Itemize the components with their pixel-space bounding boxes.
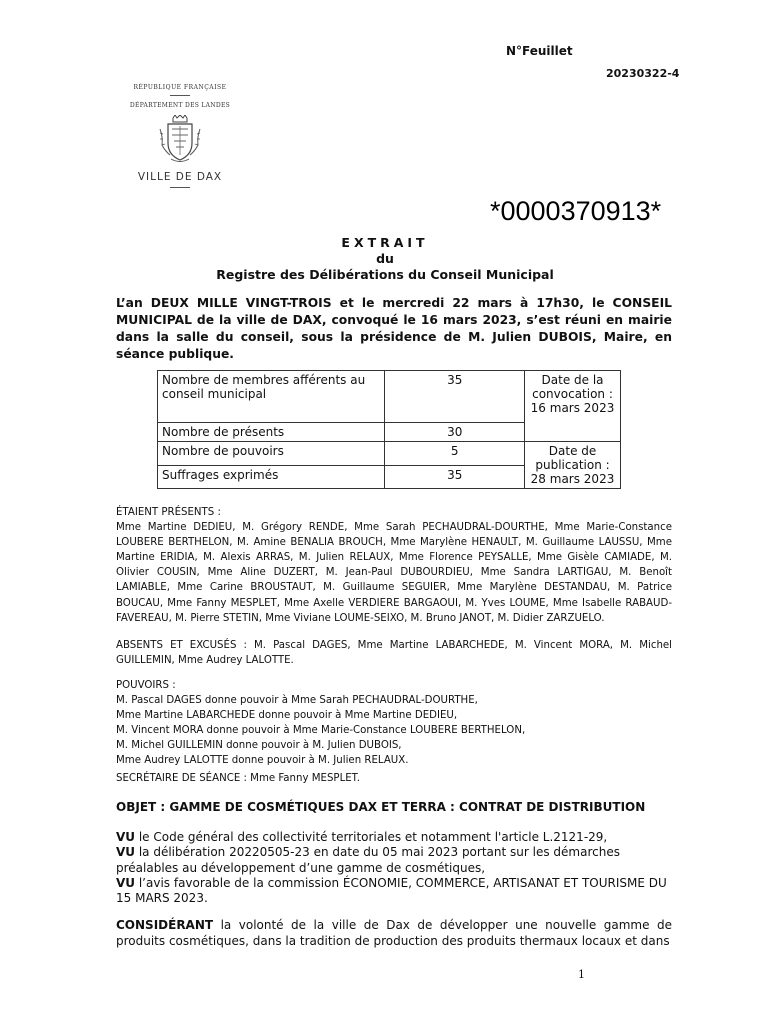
ville-label: VILLE DE DAX — [137, 171, 223, 183]
deliberation-reference: 20230322-4 — [606, 67, 680, 80]
barcode-number: *0000370913* — [490, 196, 662, 226]
list-item: M. Michel GUILLEMIN donne pouvoir à M. Julien DUBOIS, — [116, 740, 402, 752]
table-cell-value: 35 — [385, 371, 525, 423]
vu-item — [116, 845, 672, 876]
vu-text: l’avis favorable de la commission ÉCONOMIE, COMMERCE, ARTISANAT ET TOURISME DU 15 MARS 2023. — [116, 875, 667, 906]
list-item: M. Pascal DAGES donne pouvoir à Mme Sarah PECHAUDRAL-DOURTHE, — [116, 695, 478, 707]
title-registre: Registre des Délibérations du Conseil Municipal — [216, 267, 554, 282]
page-number: 1 — [578, 968, 585, 981]
divider — [170, 187, 190, 188]
vu-prefix: VU — [116, 830, 136, 844]
considerant-prefix: CONSIDÉRANT — [116, 918, 214, 932]
table-cell-label: Nombre de pouvoirs — [158, 442, 385, 466]
table-cell-label: Nombre de présents — [158, 423, 385, 442]
secretaire-seance: SECRÉTAIRE DE SÉANCE : Mme Fanny MESPLET. — [116, 773, 360, 784]
table-row — [158, 442, 621, 466]
table-cell-value: 30 — [385, 423, 525, 442]
title-du: du — [376, 251, 394, 266]
attendance-table — [157, 370, 621, 489]
feuillet-label: N°Feuillet — [506, 44, 573, 58]
table-row — [158, 371, 621, 423]
document-title — [0, 235, 770, 283]
letterhead — [120, 84, 240, 188]
presents-list: Mme Martine DEDIEU, M. Grégory RENDE, Mme Sarah PECHAUDRAL-DOURTHE, Mme Marie-Constance LOUBERE BERTHELON, M. Amine BENALIA BROUCH, Mme Marylène HENAULT, M. Guillaume LAUSSU, Mme Martine ERIDIA, M. Alexis ARRAS, M. Julien RELAUX, Mme Florence PEYSALLE, Mme Gisèle CAMIADE, M. Olivier COUSIN, Mme Aline DUZERT, M. Jean-Paul DUBOURDIEU, Mme Sandra LARTIGAU, M. Benoît LAMIABLE, Mme Carine BROUSTAUT, M. Guillaume SEGUIER, Mme Marylène DESTANDAU, M. Patrice BOUCAU, Mme Fanny MESPLET, Mme Axelle VERDIERE BARGAOUI, M. Yves LOUME, Mme Isabelle RABAUD-FAVEREAU, M. Pierre STETIN, Mme Viviane LOUME-SEIXO, M. Bruno JANOT, M. Didier ZARZUELO. — [116, 522, 672, 624]
list-item: Mme Martine LABARCHEDE donne pouvoir à Mme Martine DEDIEU, — [116, 710, 458, 722]
vu-prefix: VU — [116, 875, 136, 890]
pouvoirs-heading: POUVOIRS : — [116, 680, 176, 691]
vu-text: le Code général des collectivité territoriales et notamment l'article L.2121-29, — [135, 830, 608, 844]
republique-label: RÉPUBLIQUE FRANÇAISE — [133, 84, 227, 91]
vu-item — [116, 830, 672, 845]
vu-section — [116, 830, 672, 906]
objet-heading: OBJET : GAMME DE COSMÉTIQUES DAX ET TERRA : CONTRAT DE DISTRIBUTION — [116, 800, 646, 814]
session-intro: L’an DEUX MILLE VINGT-TROIS et le mercredi 22 mars à 17h30, le CONSEIL MUNICIPAL de la ville de DAX, convoqué le 16 mars 2023, s’est réuni en mairie dans la salle du conseil, sous la présidence de M. Julien DUBOIS, Maire, en séance publique. — [116, 296, 672, 361]
table-cell-label: Suffrages exprimés — [158, 465, 385, 489]
list-item: Mme Audrey LALOTTE donne pouvoir à M. Julien RELAUX. — [116, 755, 409, 767]
vu-prefix: VU — [116, 845, 136, 860]
title-extrait: EXTRAIT — [341, 235, 429, 250]
coat-of-arms-icon — [157, 115, 203, 165]
convocation-date: Date de la convocation : 16 mars 2023 — [525, 371, 621, 442]
pouvoirs-section — [116, 678, 672, 769]
vu-item — [116, 876, 672, 907]
presents-section — [116, 505, 672, 626]
considerant-paragraph — [116, 917, 672, 949]
departement-label: DÉPARTEMENT DES LANDES — [129, 102, 231, 109]
considerant-text: la volonté de la ville de Dax de développer une nouvelle gamme de produits cosmétiques, dans la tradition de production des produits thermaux locaux et dans — [116, 918, 672, 948]
vu-text: la délibération 20220505-23 en date du 05 mai 2023 portant sur les démarches préalables au développement d’une gamme de cosmétiques, — [116, 845, 620, 875]
publication-date: Date de publication : 28 mars 2023 — [525, 442, 621, 489]
table-cell-label: Nombre de membres afférents au conseil municipal — [158, 371, 385, 423]
table-cell-value: 5 — [385, 442, 525, 466]
absents-section: ABSENTS ET EXCUSÉS : M. Pascal DAGES, Mme Martine LABARCHEDE, M. Vincent MORA, M. Michel GUILLEMIN, Mme Audrey LALOTTE. — [116, 640, 672, 667]
table-cell-value: 35 — [385, 465, 525, 489]
divider — [170, 95, 190, 96]
list-item: M. Vincent MORA donne pouvoir à Mme Marie-Constance LOUBERE BERTHELON, — [116, 725, 526, 737]
presents-heading: ÉTAIENT PRÉSENTS : — [116, 507, 221, 518]
